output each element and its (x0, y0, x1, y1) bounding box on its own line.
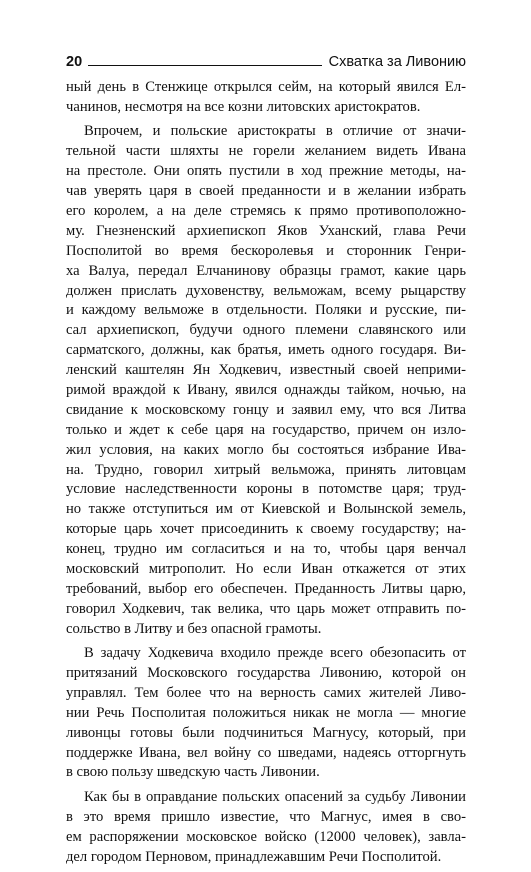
text-line: на престоле. Они опять пустили в ход прежние методы, на- (66, 163, 466, 180)
text-line: Посполитой во время бескоролевья и сторонник Генри- (66, 242, 466, 259)
text-line: нии Речь Посполитая положиться никак не могла — многие (66, 704, 466, 721)
text-line: говорил Ходкевич, так велика, что царь может отправить по- (66, 600, 466, 617)
text-line: ленский каштелян Ян Ходкевич, известный своей неприми- (66, 362, 466, 379)
text-line: тельной части шляхты не горели желанием видеть Ивана (66, 143, 466, 160)
text-line: московский митрополит. Но если Иван откажется от этих (66, 560, 466, 577)
text-line: сольство в Литву и без опасной грамоты. (66, 620, 322, 637)
text-line: сал архиепископ, будучи одного племени славянского или (66, 322, 466, 339)
text-line: дел городом Перновом, принадлежавшим Речи Посполитой. (66, 848, 442, 865)
text-line: свидание к московскому гонцу и заявил ему, что вся Литва (66, 401, 466, 418)
text-line: му. Гнезненский архиепископ Яков Уханский, глава Речи (66, 222, 466, 239)
text-line: притязаний Московского государства Ливонию, которой он (66, 665, 466, 682)
text-line: управлял. Тем более что на верность самих жителей Ливо- (66, 684, 466, 701)
text-line: ха Валуа, передал Елчанинову образцы грамот, какие царь (66, 262, 466, 279)
text-line: ный день в Стенжице открылся сейм, на который явился Ел- (66, 79, 466, 95)
body-text (66, 78, 466, 872)
text-line: чанинов, несмотря на все козни литовских аристократов. (66, 98, 421, 115)
text-line: Как бы в оправдание польских опасений за судьбу Ливонии (84, 788, 466, 805)
text-line: в это время пришло известие, что Магнус, имея в сво- (66, 808, 466, 825)
text-line: Впрочем, и польские аристократы в отличие от значи- (84, 123, 466, 140)
text-line: но также отступиться им от Киевской и Волынской земель, (66, 501, 466, 518)
text-line: жил условия, на каких могло бы состояться избрание Ива- (66, 441, 466, 458)
text-line: должен прислать духовенству, вельможам, всему рыцарству (66, 282, 466, 299)
text-line: ливонцы готовы были подчиниться Магнусу, который, при (66, 724, 466, 741)
text-line: поддержке Ивана, вел войну со шведами, надеясь отторгнуть (66, 744, 466, 761)
text-line: на. Трудно, говорил хитрый вельможа, принять литовцам (66, 461, 466, 478)
paragraph (66, 78, 466, 118)
running-header (66, 48, 466, 70)
header-rule (88, 65, 322, 66)
text-line: которые царь хочет присоединить к своему государству; на- (66, 521, 466, 538)
paragraph (66, 122, 466, 639)
text-line: и каждому вельможе в отдельности. Поляки и русские, пи- (66, 302, 466, 319)
book-title: Схватка за Ливонию (328, 54, 466, 70)
text-line: только и ждет к себе царя на государство, причем он изло- (66, 421, 466, 438)
paragraph (66, 644, 466, 783)
page-number: 20 (66, 54, 83, 70)
text-line: В задачу Ходкевича входило прежде всего обезопасить от (84, 645, 466, 662)
text-line: ем распоряжении московское войско (12000 человек), завла- (66, 828, 466, 845)
text-line: условие наследственности короны в потомстве царя; труд- (66, 481, 466, 498)
text-line: римой враждой к Ивану, явился однажды тайком, ночью, на (66, 381, 466, 398)
text-line: требований, выбор его обеспечен. Преданность Литвы царю, (66, 580, 466, 597)
text-line: конец, трудно им согласиться и на то, чтобы царя венчал (66, 541, 466, 558)
text-line: чав уверять царя в своей преданности и в желании избрать (66, 183, 466, 200)
text-line: в свою пользу шведскую часть Ливонии. (66, 764, 320, 781)
text-line: сарматского, должны, как братья, иметь одного государя. Ви- (66, 342, 466, 359)
text-line: его королем, а на деле стремясь к прямо противоположно- (66, 202, 466, 219)
